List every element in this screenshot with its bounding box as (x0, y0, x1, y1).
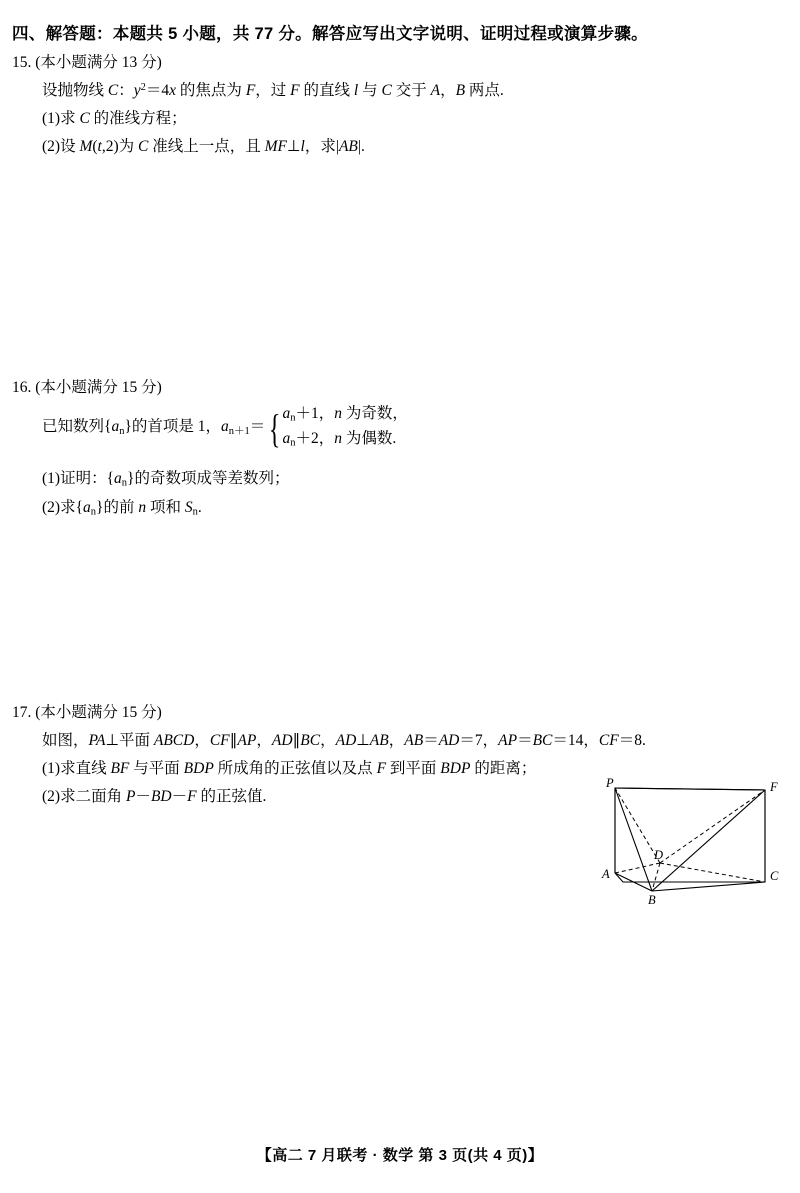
section-heading: 四、解答题：本题共 5 小题，共 77 分。解答应写出文字说明、证明过程或演算步骤。 (12, 25, 648, 43)
question-16-part-2: (2)求$\{a_n\}$的前 n 项和 $S_n$. (42, 498, 202, 518)
brace-icon: { (269, 405, 281, 451)
figure-label-P: P (606, 778, 614, 790)
figure-label-F: F (770, 780, 778, 794)
question-16-stem: 已知数列$\{a_n\}$的首项是 1，$a_{n+1}=$ { $a_n+1$，n 为奇数， $a_n+2$，n 为偶数. (42, 405, 408, 451)
figure-label-B: B (648, 893, 656, 907)
solid-geometry-figure (590, 778, 790, 918)
figure-svg (590, 778, 790, 918)
question-16-part-1: (1)证明：$\{a_n\}$的奇数项成等差数列； (42, 470, 290, 489)
question-17-number: 17. (本小题满分 15 分) (12, 704, 162, 721)
edge-DC-hidden (660, 863, 765, 882)
question-17-part-1: (1)求直线 BF 与平面 BDP 所成角的正弦值以及点 F 到平面 BDP 的距离； (42, 760, 537, 777)
question-16 (12, 375, 788, 518)
question-15-number: 15. (本小题满分 13 分) (12, 54, 162, 71)
question-15-part-1: (1)求 C 的准线方程； (42, 110, 187, 127)
edge-PF (615, 788, 765, 790)
figure-label-A: A (602, 867, 610, 881)
question-17-part-2: (2)求二面角 P－BD－F 的正弦值. (42, 788, 267, 805)
question-15-part-2: (2)设 M(t,2)为 C 准线上一点，且 MF⊥l，求|AB|. (42, 138, 365, 155)
edge-BF (652, 790, 765, 891)
page-footer: 【高二 7 月联考 · 数学 第 3 页(共 4 页)】 (256, 1147, 544, 1164)
edge-DF-hidden (660, 790, 765, 863)
question-15-stem: 设抛物线 C：$y^2=4x$ 的焦点为 F，过 F 的直线 l 与 C 交于 A，B 两点. (42, 81, 504, 99)
edge-BC (652, 882, 765, 891)
edge-AD-hidden (615, 863, 660, 873)
question-17-stem: 如图，PA⊥平面 ABCD，CF∥AP，AD∥BC，AD⊥AB，AB＝AD＝7，AP＝BC＝14，CF＝8. (42, 732, 646, 749)
question-15 (12, 50, 788, 156)
figure-label-D: D (654, 848, 664, 862)
figure-label-C: C (770, 869, 779, 883)
question-16-number: 16. (本小题满分 15 分) (12, 379, 162, 396)
